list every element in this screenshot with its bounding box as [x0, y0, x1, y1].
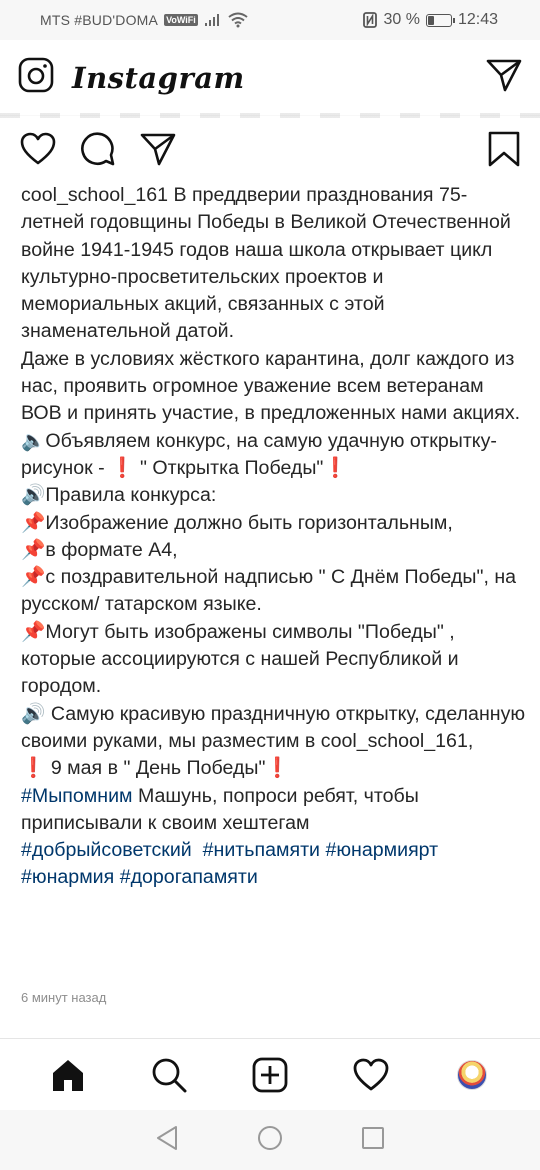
- clock: 12:43: [457, 11, 498, 28]
- home-circle-icon[interactable]: [257, 1125, 283, 1156]
- hashtag-link[interactable]: #добрыйсоветский: [21, 839, 192, 862]
- post-action-bar: [0, 126, 540, 176]
- hashtag-link[interactable]: #нитьпамяти: [202, 839, 320, 862]
- direct-message-icon[interactable]: [486, 58, 522, 97]
- vowifi-badge: VoWiFi: [166, 15, 196, 25]
- new-post-icon[interactable]: [245, 1050, 295, 1100]
- hashtag-link[interactable]: #юнармия: [21, 866, 115, 889]
- nfc-icon: [363, 12, 377, 28]
- share-icon[interactable]: [140, 132, 176, 171]
- instagram-logo: Instagram: [72, 60, 245, 95]
- back-icon[interactable]: [155, 1125, 179, 1156]
- status-bar: [0, 0, 540, 40]
- hashtag-link[interactable]: #юнармиярт: [325, 839, 439, 862]
- heart-icon[interactable]: [20, 132, 56, 171]
- recents-icon[interactable]: [361, 1126, 385, 1155]
- hashtag-link[interactable]: #дорогапамяти: [119, 866, 258, 889]
- home-icon[interactable]: [43, 1050, 93, 1100]
- camera-icon[interactable]: [18, 57, 54, 98]
- bottom-navigation: [0, 1038, 540, 1110]
- avatar: [457, 1060, 487, 1090]
- battery-icon: [426, 14, 452, 27]
- caption-text: В преддверии празднования 75-летней годовщины Победы в Великой Отечественной войне 1941-1945 годов наша школа открывает цикл культурно-просветительских проектов и мемориальных акций, связанных с этой знаменательной датой. Даже в условиях жёсткого карантина, долг каждого из нас, проявить огромное уважение всем ветеранам ВОВ и принять участие, в предложенных нами акциях. 🔈Объявляем конкурс, на самую удачную открытку-рисунок - ❗ " Открытка Победы"❗ 🔊Правила конкурса: 📌Изображение должно быть горизонтальным, 📌в формате А4, 📌с поздравительной надписью " С Днём Победы", на русском/ татарском языке. 📌Могут быть изображены символы "Победы" , которые ассоциируются с нашей Республикой и городом. 🔊 Самую красивую праздничную открытку, сделанную своими руками, мы разместим в cool_school_161, ❗ 9 мая в " День Победы"❗: [21, 184, 526, 780]
- post-image-edge: [0, 113, 540, 118]
- battery-percent: 30 %: [383, 11, 420, 28]
- bookmark-icon[interactable]: [488, 131, 520, 172]
- system-navigation-bar: [0, 1110, 540, 1170]
- signal-icon: [204, 13, 222, 27]
- app-header: [0, 40, 540, 116]
- hashtag-link[interactable]: #Мыпомним: [21, 784, 133, 807]
- wifi-icon: [228, 12, 248, 28]
- profile-avatar[interactable]: [447, 1050, 497, 1100]
- post-username[interactable]: cool_school_161: [21, 184, 169, 206]
- post-caption: [21, 182, 526, 892]
- battery-fill: [428, 16, 434, 25]
- post-timestamp: 6 минут назад: [21, 990, 107, 1005]
- search-icon[interactable]: [144, 1050, 194, 1100]
- caption-tail-text: Машунь, попроси ребят, чтобы приписывали к своим хештегам: [21, 784, 419, 834]
- comment-icon[interactable]: [80, 131, 116, 172]
- carrier-label: MTS #BUD'DOMA: [40, 12, 159, 28]
- activity-icon[interactable]: [346, 1050, 396, 1100]
